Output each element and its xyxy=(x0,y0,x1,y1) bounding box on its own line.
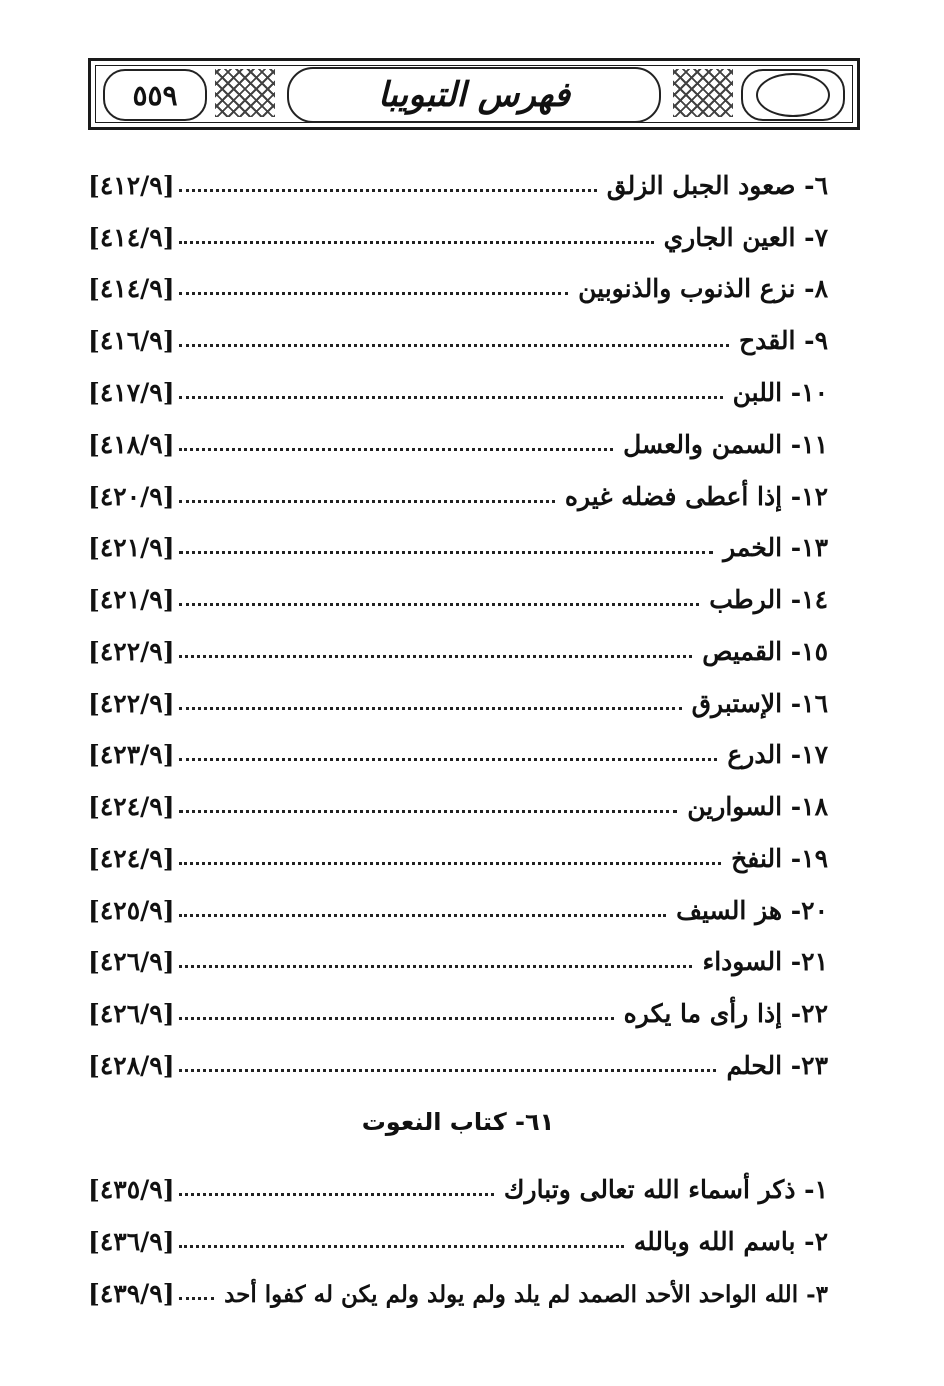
toc-entry xyxy=(88,574,828,614)
entry-title: ٢٣- الحلم xyxy=(726,1051,828,1080)
leader-dots xyxy=(179,1069,717,1072)
entry-title: ٨- نزع الذنوب والذنوبين xyxy=(578,274,828,303)
leader-dots xyxy=(179,914,667,917)
entry-title: ١٧- الدرع xyxy=(727,740,828,769)
entry-ref: [٤٢٦/٩] xyxy=(88,999,175,1028)
entry-title: ٢- باسم الله وبالله xyxy=(633,1227,828,1256)
entry-title: ١١- السمن والعسل xyxy=(623,430,828,459)
leader-dots xyxy=(179,396,723,399)
ornament-left xyxy=(215,69,275,117)
leader-dots xyxy=(179,500,555,503)
leader-dots xyxy=(179,241,654,244)
emblem-panel xyxy=(741,69,845,121)
calligraphy-emblem-icon xyxy=(756,73,830,117)
toc-entry xyxy=(88,471,828,511)
entry-title: ١٤- الرطب xyxy=(709,585,828,614)
entry-ref: [٤١٢/٩] xyxy=(88,171,175,200)
entry-ref: [٤٣٦/٩] xyxy=(88,1227,175,1256)
leader-dots xyxy=(179,862,722,865)
leader-dots xyxy=(179,603,700,606)
leader-dots xyxy=(179,189,597,192)
entry-ref: [٤٢٤/٩] xyxy=(88,844,175,873)
leader-dots xyxy=(179,1245,624,1248)
toc-entry xyxy=(88,626,828,666)
toc-entry xyxy=(88,678,828,718)
entry-ref: [٤١٤/٩] xyxy=(88,274,175,303)
entry-title: ٦- صعود الجبل الزلق xyxy=(606,171,828,200)
entry-title: ٩- القدح xyxy=(739,326,828,355)
entry-ref: [٤٢٥/٩] xyxy=(88,896,175,925)
leader-dots xyxy=(179,707,682,710)
toc-entry xyxy=(88,315,828,355)
entry-ref: [٤٢٨/٩] xyxy=(88,1051,175,1080)
entry-ref: [٤٢٢/٩] xyxy=(88,689,175,718)
leader-dots xyxy=(179,1193,494,1196)
toc-entry xyxy=(88,522,828,562)
toc-entry xyxy=(88,212,828,252)
leader-dots xyxy=(179,1297,215,1300)
toc-entry xyxy=(88,263,828,303)
entry-title: ١٦- الإستبرق xyxy=(691,689,828,718)
entry-title: ٢١- السوداء xyxy=(702,947,828,976)
entry-ref: [٤١٤/٩] xyxy=(88,223,175,252)
toc-entry xyxy=(88,367,828,407)
entry-ref: [٤٢٢/٩] xyxy=(88,637,175,666)
leader-dots xyxy=(179,1017,614,1020)
entry-ref: [٤٢١/٩] xyxy=(88,585,175,614)
toc-entry xyxy=(88,729,828,769)
page-number-panel xyxy=(103,69,207,121)
leader-dots xyxy=(179,758,718,761)
entry-title: ١٠- اللبن xyxy=(732,378,828,407)
leader-dots xyxy=(179,292,569,295)
page-number: ٥٥٩ xyxy=(132,78,178,112)
entry-ref: [٤٢٠/٩] xyxy=(88,482,175,511)
toc-entry xyxy=(88,833,828,873)
entry-ref: [٤١٦/٩] xyxy=(88,326,175,355)
toc-entry xyxy=(88,1040,828,1080)
toc-entry xyxy=(88,988,828,1028)
section-heading: ٦١- كتاب النعوت xyxy=(361,1108,555,1136)
leader-dots xyxy=(179,344,729,347)
toc-entry xyxy=(88,1216,828,1256)
entry-title: ٢٢- إذا رأى ما يكره xyxy=(623,999,828,1028)
leader-dots xyxy=(179,810,678,813)
toc-entry xyxy=(88,781,828,821)
leader-dots xyxy=(179,551,714,554)
entry-title: ١٥- القميص xyxy=(702,637,828,666)
entry-title: ١٣- الخمر xyxy=(723,533,828,562)
entry-ref: [٤٣٥/٩] xyxy=(88,1175,175,1204)
entry-title: ١٢- إذا أعطى فضله غيره xyxy=(564,482,828,511)
toc-entry xyxy=(88,1268,828,1308)
toc-entry xyxy=(88,1164,828,1204)
entry-title: ١- ذكر أسماء الله تعالى وتبارك xyxy=(503,1175,828,1204)
ornament-right xyxy=(673,69,733,117)
entry-ref: [٤٣٩/٩] xyxy=(88,1279,175,1308)
entry-ref: [٤١٧/٩] xyxy=(88,378,175,407)
entry-title: ٣- الله الواحد الأحد الصمد لم يلد ولم يولد ولم يكن له كفوا أحد xyxy=(224,1281,828,1308)
page-header xyxy=(88,58,860,130)
entry-ref: [٤١٨/٩] xyxy=(88,430,175,459)
entry-ref: [٤٢٣/٩] xyxy=(88,740,175,769)
toc-entry xyxy=(88,419,828,459)
entry-ref: [٤٢٤/٩] xyxy=(88,792,175,821)
entry-title: ٢٠- هز السيف xyxy=(676,896,828,925)
entry-ref: [٤٢٦/٩] xyxy=(88,947,175,976)
header-title: فهرس التبويبا xyxy=(378,75,570,115)
leader-dots xyxy=(179,655,693,658)
entry-ref: [٤٢١/٩] xyxy=(88,533,175,562)
entry-title: ١٩- النفخ xyxy=(731,844,828,873)
toc-entry xyxy=(88,160,828,200)
title-cartouche xyxy=(287,67,661,123)
entry-title: ٧- العين الجاري xyxy=(663,223,828,252)
entry-title: ١٨- السوارين xyxy=(687,792,828,821)
toc-entry xyxy=(88,885,828,925)
toc-entry xyxy=(88,936,828,976)
leader-dots xyxy=(179,448,614,451)
leader-dots xyxy=(179,965,693,968)
